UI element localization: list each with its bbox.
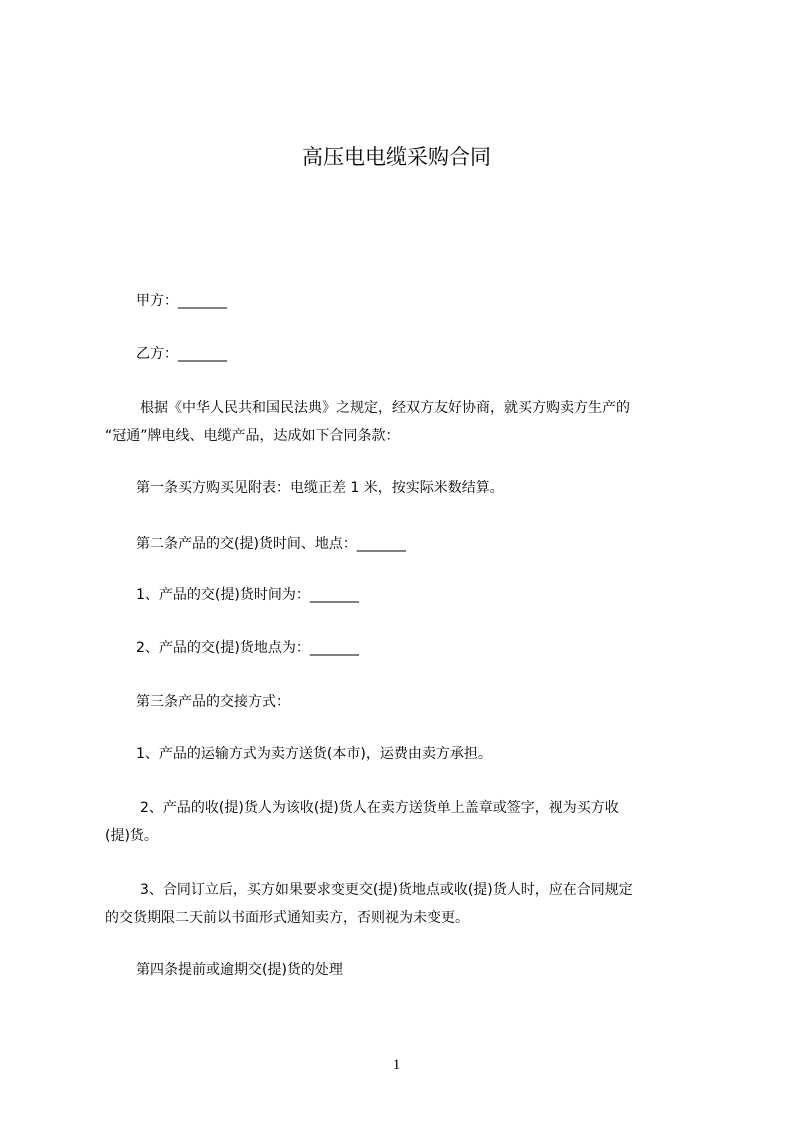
article-3: 第三条产品的交接方式：: [136, 694, 290, 710]
article-3-item-3-line-2: 的交货期限二天前以书面形式通知卖方，否则视为未变更。: [105, 910, 469, 926]
article-2-item-1: 1、产品的交(提)货时间为：_______: [136, 587, 359, 603]
intro-paragraph-line-1: 根据《中华人民共和国民法典》之规定，经双方友好协商，就买方购卖方生产的: [140, 400, 630, 416]
party-b-line: 乙方：_______: [136, 346, 227, 362]
article-3-item-2-line-2: (提)货。: [105, 828, 158, 844]
article-2: 第二条产品的交(提)货时间、地点：_______: [136, 536, 406, 552]
article-4: 第四条提前或逾期交(提)货的处理: [136, 962, 343, 978]
article-2-item-2: 2、产品的交(提)货地点为：_______: [136, 640, 359, 656]
article-1: 第一条买方购买见附表：电缆正差 1 米，按实际米数结算。: [136, 480, 504, 496]
article-3-item-1: 1、产品的运输方式为卖方送货(本市)，运费由卖方承担。: [136, 746, 492, 762]
article-3-item-2-line-1: 2、产品的收(提)货人为该收(提)货人在卖方送货单上盖章或签字，视为买方收: [140, 800, 619, 816]
document-title: 高压电电缆采购合同: [302, 145, 491, 169]
article-3-item-3-line-1: 3、合同订立后，买方如果要求变更交(提)货地点或收(提)货人时，应在合同规定: [140, 882, 633, 898]
intro-paragraph-line-2: “冠通”牌电线、电缆产品，达成如下合同条款：: [105, 428, 400, 444]
page-number: 1: [392, 1057, 401, 1073]
party-a-line: 甲方：_______: [136, 293, 227, 309]
